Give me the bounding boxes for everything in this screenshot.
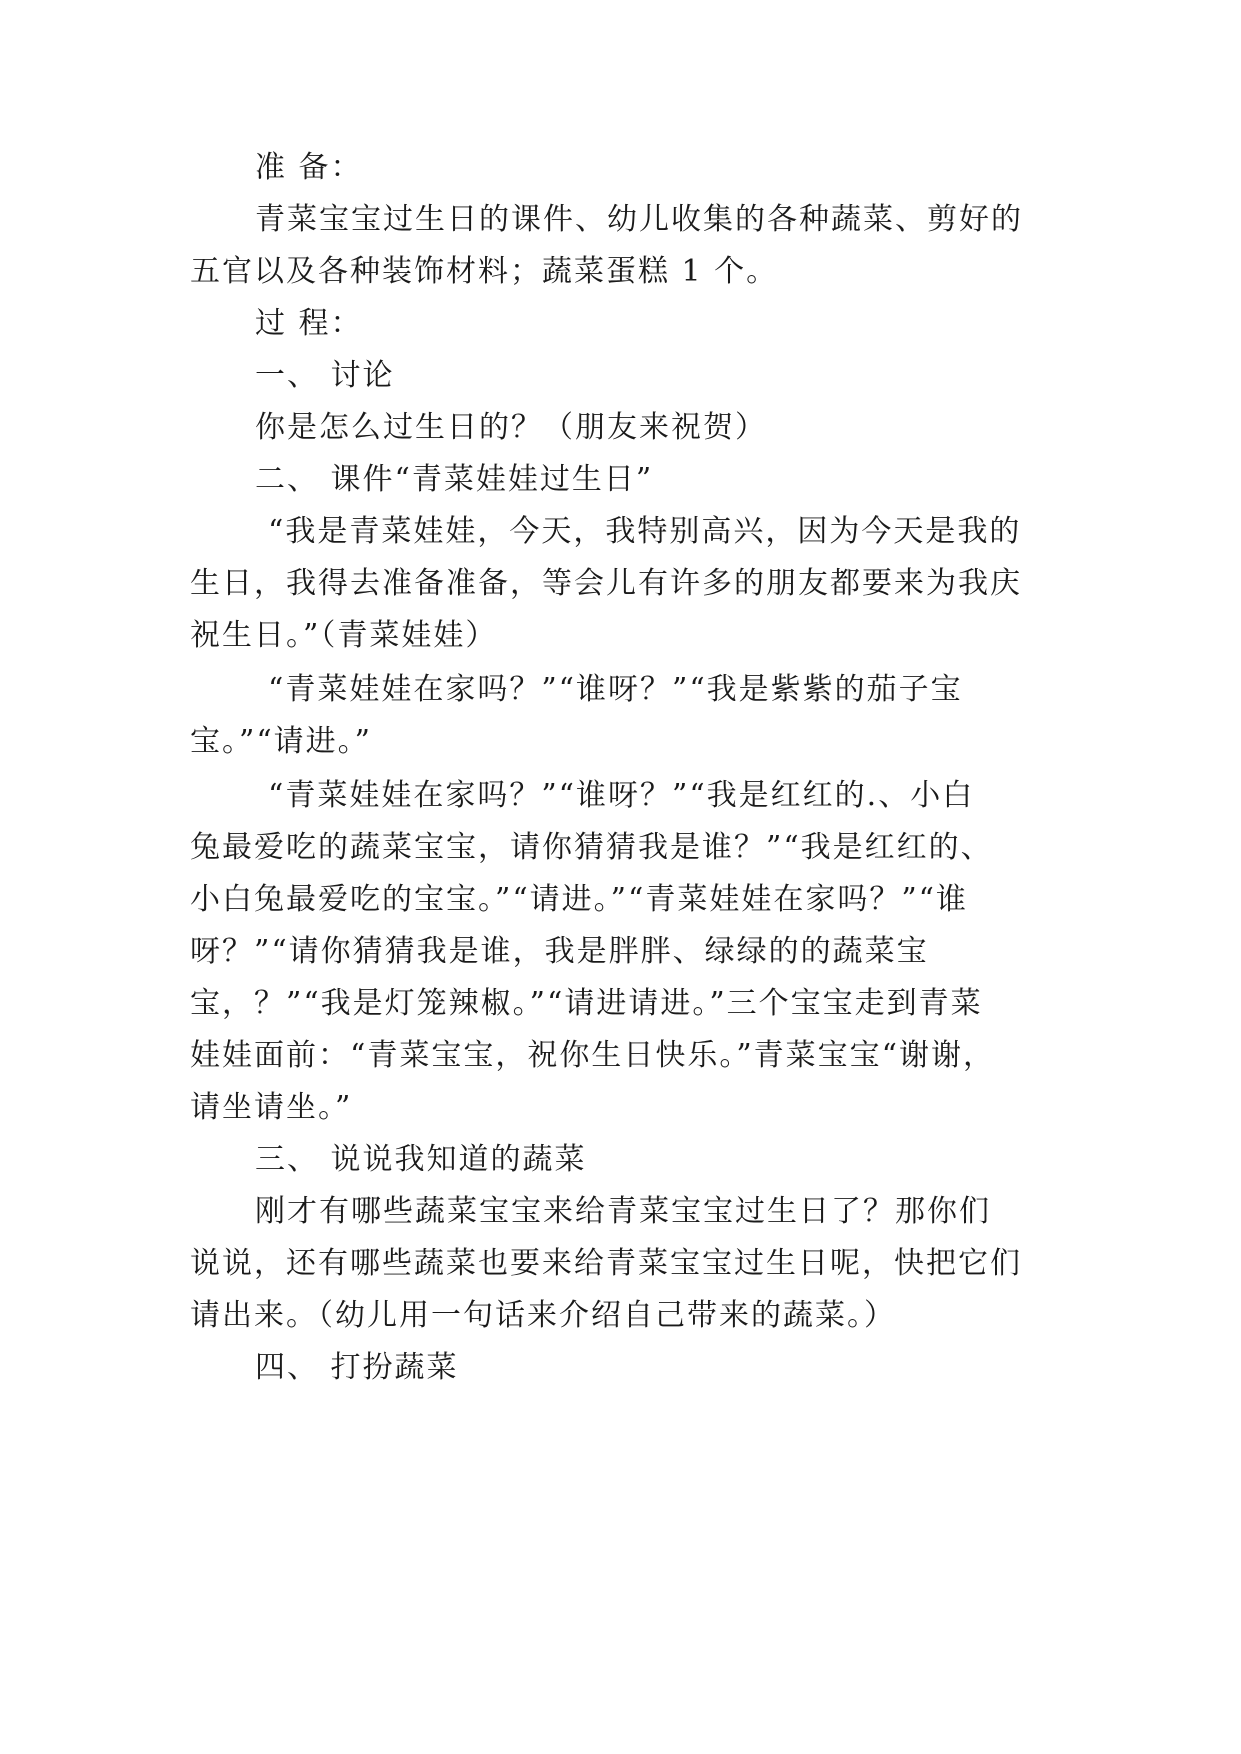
paragraph-line: 请出来。（幼儿用一句话来介绍自己带来的蔬菜。） [190, 1298, 896, 1333]
paragraph-line: “青菜娃娃在家吗？”“谁呀？”“我是红红的.、小白 [268, 778, 975, 813]
paragraph-line: 请坐请坐。” [190, 1090, 353, 1125]
paragraph-line: 兔最爱吃的蔬菜宝宝，请你猜猜我是谁？”“我是红红的、 [190, 830, 993, 865]
paragraph-line: 宝。”“请进。” [190, 724, 373, 759]
paragraph-line: 生日，我得去准备准备，等会儿有许多的朋友都要来为我庆 [190, 566, 1022, 601]
paragraph-line: 娃娃面前：“青菜宝宝，祝你生日快乐。”青菜宝宝“谢谢， [190, 1038, 996, 1073]
paragraph-line: “我是青菜娃娃，今天，我特别高兴，因为今天是我的 [268, 514, 1022, 549]
step-heading-vegetables: 三、 说说我知道的蔬菜 [255, 1142, 587, 1177]
paragraph-line: 你是怎么过生日的？（朋友来祝贺） [255, 410, 767, 445]
step-heading-discussion: 一、 讨论 [255, 358, 395, 393]
paragraph-line: “青菜娃娃在家吗？”“谁呀？”“我是紫紫的茄子宝 [268, 672, 963, 707]
section-heading-process: 过 程： [255, 306, 363, 341]
paragraph-line: 宝，？”“我是灯笼辣椒。”“请进请进。”三个宝宝走到青菜 [190, 986, 983, 1021]
paragraph-line: 说说，还有哪些蔬菜也要来给青菜宝宝过生日呢，快把它们 [190, 1246, 1022, 1281]
step-heading-courseware: 二、 课件“青菜娃娃过生日” [255, 462, 654, 497]
section-heading-preparation: 准 备： [255, 150, 363, 185]
paragraph-line: 五官以及各种装饰材料；蔬菜蛋糕 1 个。 [190, 254, 779, 289]
step-heading-dress-up: 四、 打扮蔬菜 [255, 1350, 459, 1385]
paragraph-line: 刚才有哪些蔬菜宝宝来给青菜宝宝过生日了？那你们 [255, 1194, 991, 1229]
paragraph-line: 呀？”“请你猜猜我是谁，我是胖胖、绿绿的的蔬菜宝 [190, 934, 929, 969]
paragraph-line: 小白兔最爱吃的宝宝。”“请进。”“青菜娃娃在家吗？”“谁 [190, 882, 969, 917]
paragraph-line: 祝生日。”（青菜娃娃） [190, 618, 498, 653]
paragraph-line: 青菜宝宝过生日的课件、幼儿收集的各种蔬菜、剪好的 [255, 202, 1023, 237]
